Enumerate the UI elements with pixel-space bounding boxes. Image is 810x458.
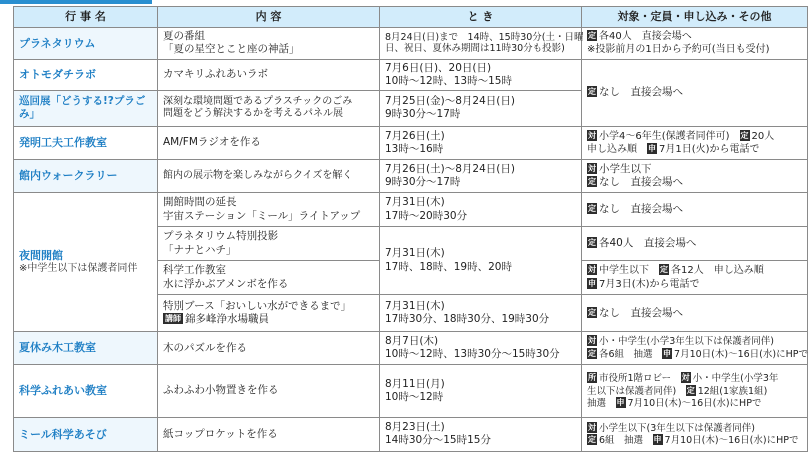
event-time: 8月24日(日)まで 14時、15時30分(土・日曜 日、祝日、夏休み期間は11時30分も投影) (380, 28, 582, 60)
table-row-planetarium (14, 28, 808, 60)
event-name: 夜間開館 ※中学生以下は保護者同伴 (14, 193, 158, 332)
event-name: 夏休み木工教室 (14, 332, 158, 365)
table-header-row (14, 7, 808, 28)
event-target: 対 小・中学生(小学3年生以下は保護者同伴) 定 各6組 抽選 申 7月10日(木)～16日(水)にHPで (582, 332, 808, 365)
table-row-night-1 (14, 193, 808, 227)
table-row-fureai (14, 365, 808, 418)
table-row-otomodachi (14, 59, 808, 90)
event-content: AM/FMラジオを作る (158, 127, 380, 160)
location-tag-icon: 所 (588, 372, 596, 382)
event-target: 所 市役所1階ロビー 対 小・中学生(小学3年 生以下は保護者同伴) 定 12組(1家族1組) 抽選 申 7月10日(木)～16日(水)にHPで (582, 365, 808, 418)
capacity-tag-icon: 定 (588, 435, 596, 445)
event-name: 発明工夫工作教室 (14, 127, 158, 160)
event-target: 定 各40人 直接会場へ (582, 227, 808, 261)
target-tag-icon: 対 (588, 265, 596, 275)
event-note: ※中学生以下は保護者同伴 (19, 262, 138, 274)
capacity-tag-icon: 定 (740, 130, 749, 140)
event-name: 科学ふれあい教室 (14, 365, 158, 418)
apply-tag-icon: 申 (616, 398, 625, 408)
event-target: 定 各40人 直接会場へ ※投影前月の1日から予約可(当日も受付) (582, 28, 808, 60)
capacity-tag-icon: 定 (588, 31, 596, 41)
event-name: 巡回展「どうする!?プラごみ」 (14, 90, 158, 126)
capacity-tag-icon: 定 (588, 177, 596, 186)
event-content: 特別ブース「おいしい水ができるまで」 講師 錦多峰浄水場職員 (158, 295, 380, 332)
event-target: 対 小学生以下(3年生以下は保護者同伴) 定 6組 抽選 申 7月10日(木)～16日(水)にHPで (582, 417, 808, 451)
apply-tag-icon: 申 (663, 349, 672, 359)
event-time: 8月23日(土) 14時30分～15時15分 (380, 417, 582, 451)
event-target: 定 なし 直接会場へ (582, 295, 808, 332)
table-row-mokko (14, 332, 808, 365)
target-tag-icon: 対 (588, 422, 596, 432)
event-content: プラネタリウム特別投影 「ナナとハチ」 (158, 227, 380, 261)
lecturer-tag-icon: 講師 (165, 314, 181, 324)
event-content: カマキリふれあいラボ (158, 59, 380, 90)
event-time: 8月11日(月) 10時～12時 (380, 365, 582, 418)
header-time: と き (380, 7, 582, 28)
target-tag-icon: 対 (681, 372, 690, 382)
event-target: 対 小学生以下 定 なし 直接会場へ (582, 160, 808, 193)
header-target: 対象・定員・申し込み・その他 (582, 7, 808, 28)
events-table (13, 6, 808, 452)
event-time: 7月31日(木) 17時30分、18時30分、19時30分 (380, 295, 582, 332)
apply-tag-icon: 申 (653, 435, 662, 445)
capacity-tag-icon: 定 (588, 349, 596, 359)
event-time: 7月31日(木) 17時～20時30分 (380, 193, 582, 227)
table-row-kosaku (14, 127, 808, 160)
table-row-mir (14, 417, 808, 451)
event-name: 館内ウォークラリー (14, 160, 158, 193)
event-time: 7月26日(土) 13時～16時 (380, 127, 582, 160)
target-tag-icon: 対 (588, 336, 596, 346)
capacity-tag-icon: 定 (588, 237, 596, 247)
event-content: 木のパズルを作る (158, 332, 380, 365)
event-target: 対 中学生以下 定 各12人 申し込み順 申 7月3日(木)から電話で (582, 261, 808, 295)
event-content: 開館時間の延長 宇宙ステーション「ミール」ライトアップ (158, 193, 380, 227)
capacity-tag-icon: 定 (588, 203, 596, 213)
event-time: 8月7日(木) 10時～12時、13時30分～15時30分 (380, 332, 582, 365)
event-time: 7月26日(土)～8月24日(日) 9時30分～17時 (380, 160, 582, 193)
event-content: 深刻な環境問題であるプラスチックのごみ 問題をどう解決するかを考えるパネル展 (158, 90, 380, 126)
event-content: 紙コップロケットを作る (158, 417, 380, 451)
event-name: ミール科学あそび (14, 417, 158, 451)
apply-tag-icon: 申 (648, 144, 656, 153)
event-content: 館内の展示物を楽しみながらクイズを解く (158, 160, 380, 193)
header-content: 内 容 (158, 7, 380, 28)
event-content: 科学工作教室 水に浮かぶアメンボを作る (158, 261, 380, 295)
event-content: 夏の番組 「夏の星空とこと座の神話」 (158, 28, 380, 60)
capacity-tag-icon: 定 (660, 265, 668, 275)
event-target: 定 なし 直接会場へ (582, 59, 808, 126)
header-accent-bar (0, 0, 152, 4)
capacity-tag-icon: 定 (686, 385, 695, 395)
capacity-tag-icon: 定 (588, 87, 596, 97)
event-target: 定 なし 直接会場へ (582, 193, 808, 227)
event-time: 7月25日(金)～8月24日(日) 9時30分～17時 (380, 90, 582, 126)
apply-tag-icon: 申 (588, 278, 596, 288)
event-target: 対 小学4～6年生(保護者同伴可) 定 20人 申し込み順 申 7月1日(火)から電話で (582, 127, 808, 160)
header-event: 行 事 名 (14, 7, 158, 28)
event-name: オトモダチラボ (14, 59, 158, 90)
target-tag-icon: 対 (588, 163, 596, 173)
event-time: 7月31日(木) 17時、18時、19時、20時 (380, 227, 582, 295)
event-time: 7月6日(日)、20日(日) 10時～12時、13時～15時 (380, 59, 582, 90)
event-name: プラネタリウム (14, 28, 158, 60)
capacity-tag-icon: 定 (588, 307, 596, 317)
table-row-walkrally (14, 160, 808, 193)
event-content: ふわふわ小物置きを作る (158, 365, 380, 418)
target-tag-icon: 対 (588, 130, 596, 140)
